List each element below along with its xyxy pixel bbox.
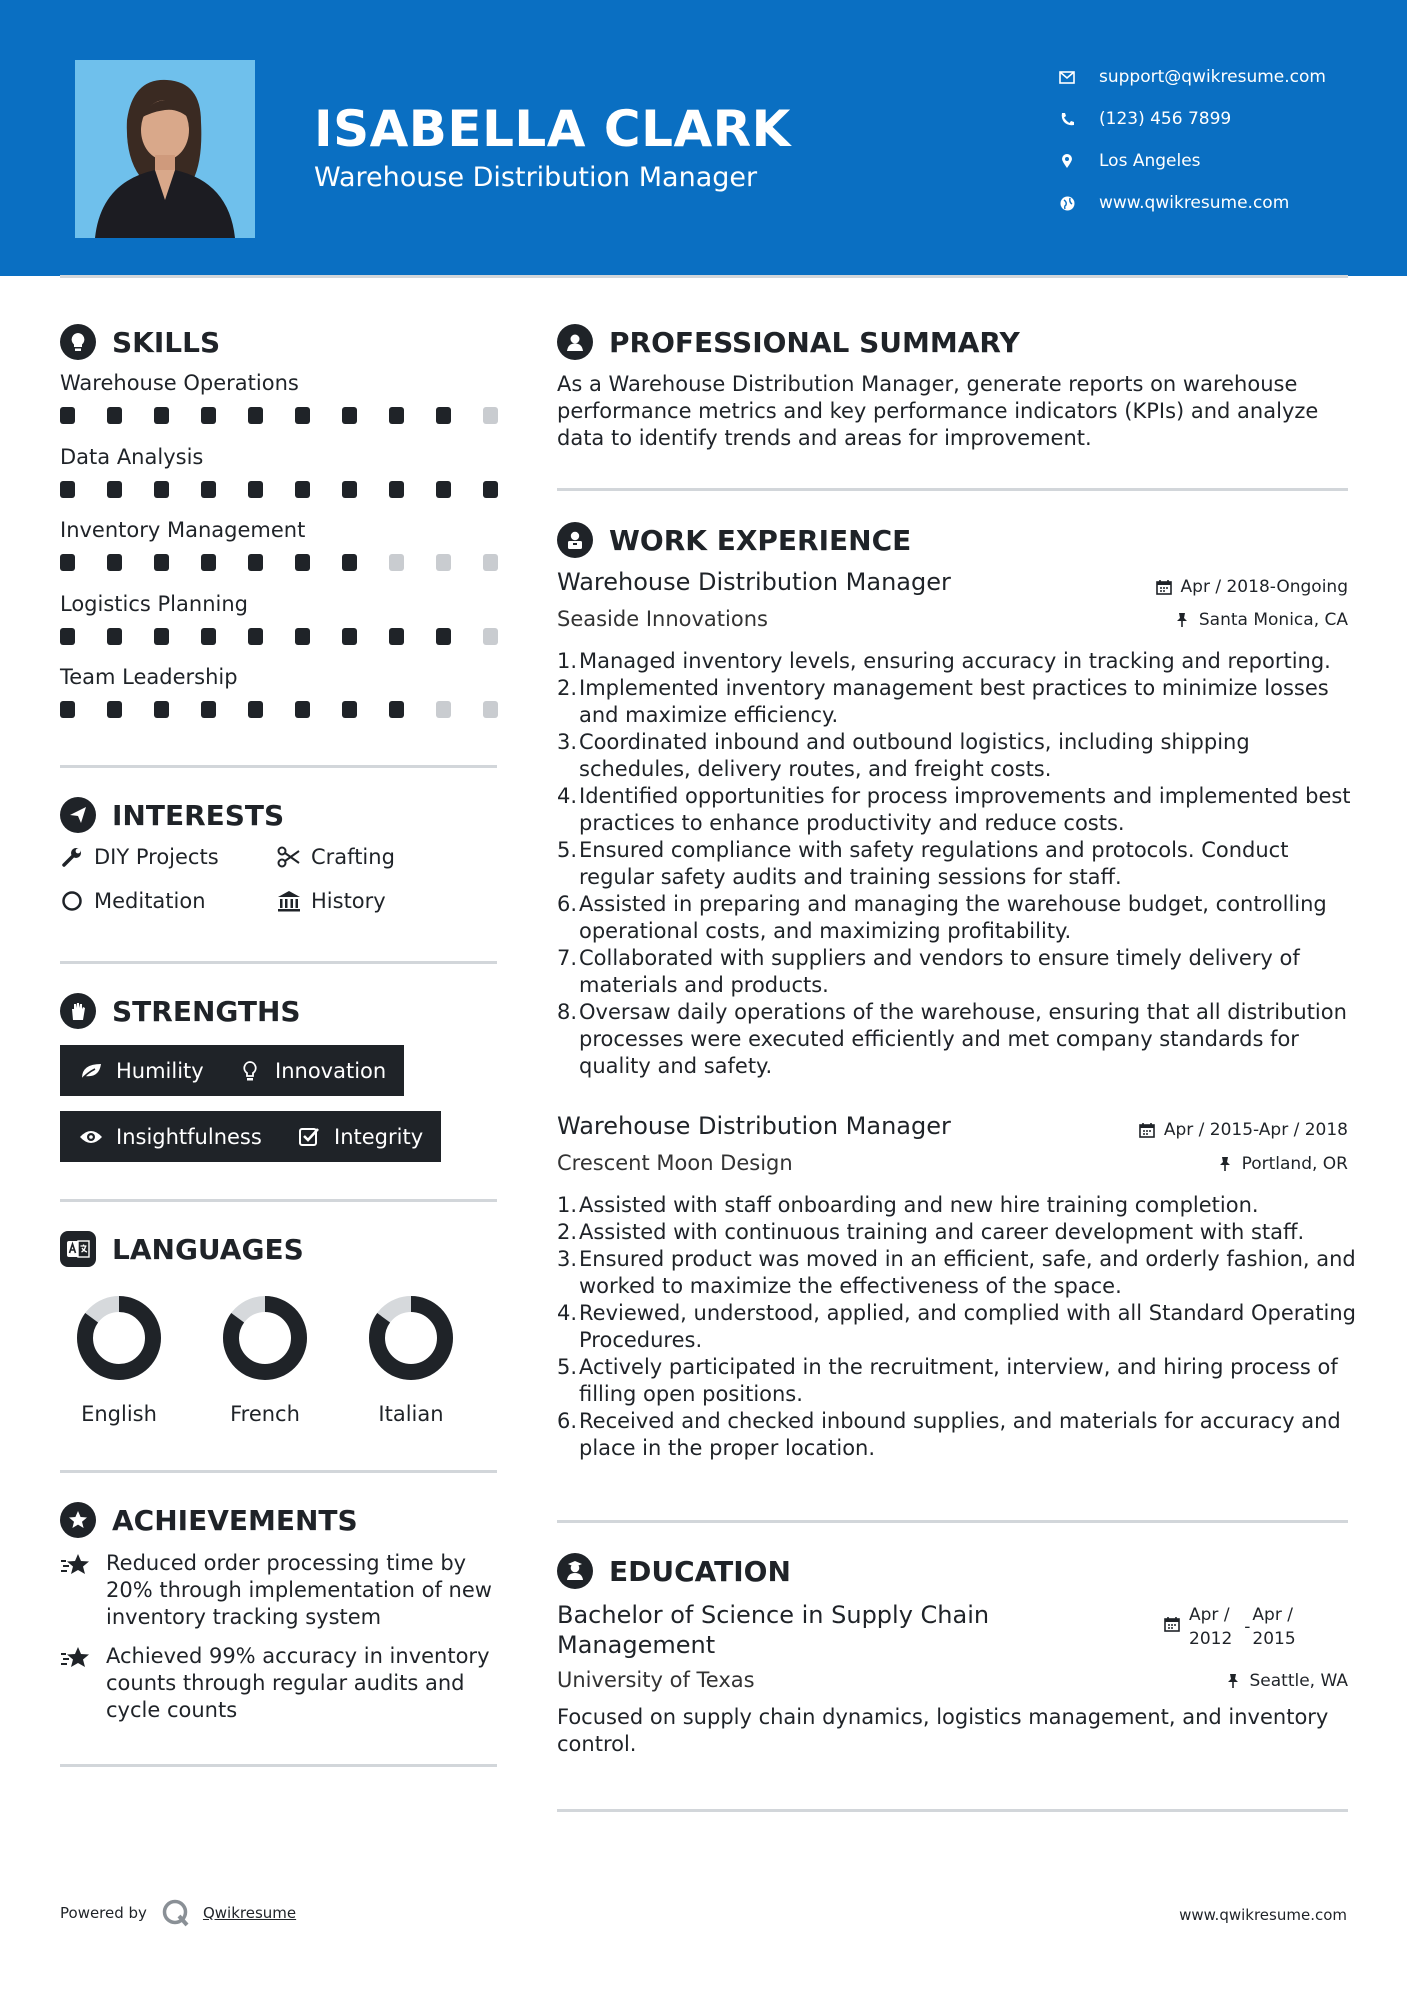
envelope-icon bbox=[1055, 65, 1079, 89]
lightbulb-icon bbox=[60, 324, 96, 360]
language-label: French bbox=[230, 1402, 300, 1426]
language-donut bbox=[351, 1292, 471, 1384]
hand-icon bbox=[60, 993, 96, 1029]
powered-by-text: Powered by bbox=[60, 1904, 147, 1922]
education-divider bbox=[557, 1809, 1348, 1812]
skill-dot bbox=[154, 554, 169, 571]
job-location-text: Santa Monica, CA bbox=[1198, 610, 1348, 630]
contact-list bbox=[1055, 56, 1326, 224]
education-start bbox=[1189, 1603, 1232, 1651]
skill-dot bbox=[248, 701, 263, 718]
skill-dot bbox=[248, 481, 263, 498]
contact-website-text: www.qwikresume.com bbox=[1099, 193, 1290, 213]
languages-heading bbox=[60, 1231, 304, 1267]
school-name: University of Texas bbox=[557, 1668, 755, 1692]
job-bullet bbox=[557, 729, 1357, 783]
header bbox=[0, 0, 1407, 276]
job-bullet bbox=[557, 1300, 1357, 1354]
bullet-text: Reviewed, understood, applied, and complied with all Standard Operating Procedures. bbox=[579, 1301, 1356, 1352]
interest-item bbox=[277, 889, 386, 913]
job-bullet bbox=[557, 1408, 1357, 1462]
education-end-month: Apr / bbox=[1252, 1605, 1293, 1625]
bullet-number: 2. bbox=[557, 1220, 578, 1244]
job-company: Seaside Innovations bbox=[557, 607, 768, 631]
strength-chip bbox=[60, 1045, 222, 1096]
calendar-icon bbox=[1163, 1615, 1181, 1633]
experience-heading bbox=[557, 522, 911, 558]
profile-photo bbox=[75, 60, 255, 238]
skill-dot bbox=[389, 701, 404, 718]
languages-divider bbox=[60, 1470, 497, 1473]
job-bullet bbox=[557, 1192, 1357, 1219]
skill-dot bbox=[295, 407, 310, 424]
skill-rating bbox=[60, 407, 498, 424]
skill-dot bbox=[248, 554, 263, 571]
skill-dot bbox=[389, 481, 404, 498]
contact-phone-text: (123) 456 7899 bbox=[1099, 109, 1232, 129]
star-badge-icon bbox=[60, 1502, 96, 1538]
bullet-number: 5. bbox=[557, 838, 578, 862]
strengths-title: STRENGTHS bbox=[112, 994, 301, 1028]
interest-label: Crafting bbox=[311, 845, 395, 869]
education-heading bbox=[557, 1553, 791, 1589]
job-title: Warehouse Distribution Manager bbox=[557, 568, 951, 596]
contact-email-text: support@qwikresume.com bbox=[1099, 67, 1326, 87]
job-bullet bbox=[557, 783, 1357, 837]
skill-dot bbox=[248, 407, 263, 424]
skill-dot bbox=[248, 628, 263, 645]
skill-dot bbox=[107, 628, 122, 645]
language-label: Italian bbox=[378, 1402, 444, 1426]
contact-website[interactable] bbox=[1055, 182, 1326, 224]
language-donut bbox=[205, 1292, 325, 1384]
skill-label: Inventory Management bbox=[60, 518, 306, 542]
skill-dot bbox=[201, 628, 216, 645]
bullet-text: Assisted with staff onboarding and new hire training completion. bbox=[579, 1193, 1259, 1217]
skill-dot bbox=[154, 628, 169, 645]
star-icon bbox=[60, 1643, 94, 1724]
skill-item bbox=[60, 518, 496, 571]
degree-line-1: Bachelor of Science in Supply Chain bbox=[557, 1601, 990, 1629]
skills-title: SKILLS bbox=[112, 325, 221, 359]
achievement-item bbox=[60, 1643, 500, 1724]
education-title: EDUCATION bbox=[609, 1554, 791, 1588]
skill-label: Team Leadership bbox=[60, 665, 238, 689]
contact-location bbox=[1055, 140, 1326, 182]
achievements-title: ACHIEVEMENTS bbox=[112, 1503, 358, 1537]
skills-divider bbox=[60, 765, 497, 768]
phone-icon bbox=[1055, 107, 1079, 131]
job-bullet bbox=[557, 891, 1357, 945]
bullet-text: Oversaw daily operations of the warehouse, ensuring that all distribution processes were executed efficiently and met company standards for quality and safety. bbox=[579, 1000, 1347, 1078]
skill-label: Logistics Planning bbox=[60, 592, 248, 616]
skill-dot bbox=[201, 481, 216, 498]
bullet-number: 8. bbox=[557, 1000, 578, 1024]
job-location bbox=[1173, 610, 1348, 630]
skill-dot bbox=[60, 481, 75, 498]
bullet-text: Managed inventory levels, ensuring accuracy in tracking and reporting. bbox=[579, 649, 1331, 673]
summary-divider bbox=[557, 488, 1348, 491]
language-item bbox=[351, 1292, 471, 1426]
summary-title: PROFESSIONAL SUMMARY bbox=[609, 325, 1020, 359]
map-pin-icon bbox=[1055, 149, 1079, 173]
skill-dot bbox=[342, 628, 357, 645]
globe-icon bbox=[1055, 191, 1079, 215]
skill-dot bbox=[436, 407, 451, 424]
job-bullet bbox=[557, 999, 1357, 1080]
language-item bbox=[59, 1292, 179, 1426]
check-square-icon bbox=[296, 1124, 322, 1150]
bullet-text: Collaborated with suppliers and vendors to ensure timely delivery of materials and products. bbox=[579, 946, 1300, 997]
skill-dot bbox=[483, 628, 498, 645]
education-start-year: 2012 bbox=[1189, 1629, 1233, 1649]
skill-dot bbox=[107, 554, 122, 571]
job-bullet bbox=[557, 1219, 1357, 1246]
job-bullet bbox=[557, 1246, 1357, 1300]
skill-dot bbox=[60, 407, 75, 424]
experience-divider bbox=[557, 1520, 1348, 1523]
bullet-number: 1. bbox=[557, 649, 578, 673]
star-icon bbox=[60, 1550, 94, 1631]
skill-dot bbox=[483, 554, 498, 571]
bullet-text: Actively participated in the recruitment, interview, and hiring process of filling open positions. bbox=[579, 1355, 1338, 1406]
education-end-year: 2015 bbox=[1252, 1629, 1296, 1649]
footer-powered bbox=[60, 1898, 296, 1928]
strength-chip bbox=[219, 1045, 404, 1096]
achievement-text: Achieved 99% accuracy in inventory counts through regular audits and cycle counts bbox=[106, 1644, 490, 1722]
degree-line-2: Management bbox=[557, 1631, 716, 1659]
job-date-text: Apr / 2018-Ongoing bbox=[1180, 577, 1348, 597]
skill-dot bbox=[295, 481, 310, 498]
interests-heading bbox=[60, 797, 284, 833]
skill-label: Warehouse Operations bbox=[60, 371, 299, 395]
graduate-icon bbox=[557, 1553, 593, 1589]
achievement-text: Reduced order processing time by 20% through implementation of new inventory tracking system bbox=[106, 1551, 492, 1629]
skill-dot bbox=[295, 701, 310, 718]
paper-plane-icon bbox=[60, 797, 96, 833]
footer-website[interactable]: www.qwikresume.com bbox=[1179, 1906, 1347, 1924]
lightbulb-icon bbox=[237, 1058, 263, 1084]
languages-title: LANGUAGES bbox=[112, 1232, 304, 1266]
skill-dot bbox=[342, 701, 357, 718]
job-bullet bbox=[557, 945, 1357, 999]
leaf-icon bbox=[78, 1058, 104, 1084]
degree-title bbox=[557, 1600, 997, 1660]
interest-item bbox=[60, 889, 206, 913]
education-location-text: Seattle, WA bbox=[1249, 1671, 1348, 1691]
skill-rating bbox=[60, 481, 498, 498]
interest-label: Meditation bbox=[94, 889, 206, 913]
candidate-name: ISABELLA CLARK bbox=[314, 100, 791, 158]
bullet-number: 5. bbox=[557, 1355, 578, 1379]
job-bullet bbox=[557, 648, 1357, 675]
strength-chip bbox=[60, 1111, 280, 1162]
job-date bbox=[1138, 1120, 1348, 1140]
pushpin-icon bbox=[1216, 1155, 1234, 1173]
strength-label: Innovation bbox=[275, 1058, 387, 1083]
skill-dot bbox=[436, 628, 451, 645]
skill-rating bbox=[60, 554, 498, 571]
brand-link[interactable]: Qwikresume bbox=[202, 1904, 297, 1922]
skill-dot bbox=[107, 407, 122, 424]
bullet-number: 6. bbox=[557, 1409, 578, 1433]
bullet-text: Identified opportunities for process improvements and implemented best practices to enhance productivity and reduce costs. bbox=[579, 784, 1351, 835]
job-bullets bbox=[557, 648, 1357, 1080]
bullet-text: Ensured product was moved in an efficient, safe, and orderly fashion, and worked to maximize the effectiveness of the space. bbox=[579, 1247, 1356, 1298]
skill-dot bbox=[342, 554, 357, 571]
job-bullets bbox=[557, 1192, 1357, 1462]
education-date-dash: - bbox=[1244, 1617, 1251, 1637]
job-title: Warehouse Distribution Manager bbox=[557, 1112, 951, 1140]
skills-heading bbox=[60, 324, 220, 360]
skill-dot bbox=[201, 554, 216, 571]
job-location-text: Portland, OR bbox=[1241, 1154, 1348, 1174]
job-date-text: Apr / 2015-Apr / 2018 bbox=[1163, 1120, 1348, 1140]
skill-dot bbox=[295, 554, 310, 571]
briefcase-user-icon bbox=[557, 522, 593, 558]
job-date bbox=[1155, 577, 1348, 597]
skill-dot bbox=[295, 628, 310, 645]
job-company: Crescent Moon Design bbox=[557, 1151, 793, 1175]
job-bullet bbox=[557, 675, 1357, 729]
strengths-heading bbox=[60, 993, 301, 1029]
contact-phone[interactable] bbox=[1055, 98, 1326, 140]
pushpin-icon bbox=[1173, 611, 1191, 629]
qwikresume-logo-icon bbox=[161, 1898, 191, 1928]
job-bullet bbox=[557, 837, 1357, 891]
header-divider bbox=[60, 275, 1348, 278]
skill-dot bbox=[436, 554, 451, 571]
calendar-icon bbox=[1155, 578, 1173, 596]
bullet-number: 6. bbox=[557, 892, 578, 916]
user-icon bbox=[557, 324, 593, 360]
wrench-icon bbox=[60, 845, 84, 869]
language-icon bbox=[60, 1231, 96, 1267]
education-start-month: Apr / bbox=[1189, 1605, 1230, 1625]
bullet-text: Received and checked inbound supplies, and materials for accuracy and place in the proper location. bbox=[579, 1409, 1341, 1460]
eye-icon bbox=[78, 1124, 104, 1150]
skill-dot bbox=[389, 554, 404, 571]
bullet-number: 1. bbox=[557, 1193, 578, 1217]
language-donut bbox=[59, 1292, 179, 1384]
bullet-text: Ensured compliance with safety regulations and protocols. Conduct regular safety audits and training sessions for staff. bbox=[579, 838, 1289, 889]
skill-label: Data Analysis bbox=[60, 445, 204, 469]
bullet-number: 4. bbox=[557, 1301, 578, 1325]
museum-icon bbox=[277, 889, 301, 913]
strength-chip bbox=[278, 1111, 441, 1162]
achievements-heading bbox=[60, 1502, 358, 1538]
summary-text: As a Warehouse Distribution Manager, generate reports on warehouse performance metrics and key performance indicators (KPIs) and analyze data to identify trends and areas for improvement. bbox=[557, 372, 1319, 450]
pushpin-icon bbox=[1224, 1672, 1242, 1690]
bullet-number: 7. bbox=[557, 946, 578, 970]
interest-item bbox=[277, 845, 395, 869]
skill-dot bbox=[107, 481, 122, 498]
interest-label: History bbox=[311, 889, 386, 913]
candidate-role: Warehouse Distribution Manager bbox=[314, 162, 758, 193]
skill-dot bbox=[389, 628, 404, 645]
skill-rating bbox=[60, 628, 498, 645]
skill-dot bbox=[342, 407, 357, 424]
summary-heading bbox=[557, 324, 1020, 360]
contact-email[interactable] bbox=[1055, 56, 1326, 98]
skill-dot bbox=[342, 481, 357, 498]
calendar-icon bbox=[1138, 1121, 1156, 1139]
skill-dot bbox=[60, 554, 75, 571]
strength-label: Integrity bbox=[334, 1124, 424, 1149]
skill-dot bbox=[154, 481, 169, 498]
education-text: Focused on supply chain dynamics, logistics management, and inventory control. bbox=[557, 1705, 1329, 1756]
strength-label: Humility bbox=[116, 1058, 204, 1083]
skill-item bbox=[60, 592, 496, 645]
bullet-text: Implemented inventory management best practices to minimize losses and maximize efficiency. bbox=[579, 676, 1329, 727]
skill-dot bbox=[436, 701, 451, 718]
skill-dot bbox=[60, 701, 75, 718]
contact-location-text: Los Angeles bbox=[1099, 151, 1201, 171]
job-bullet bbox=[557, 1354, 1357, 1408]
skill-dot bbox=[483, 701, 498, 718]
strengths-divider bbox=[60, 1199, 497, 1202]
experience-title: WORK EXPERIENCE bbox=[609, 523, 912, 557]
bullet-text: Coordinated inbound and outbound logistics, including shipping schedules, delivery routes, and freight costs. bbox=[579, 730, 1250, 781]
bullet-text: Assisted in preparing and managing the warehouse budget, controlling operational costs, and maximizing profitability. bbox=[579, 892, 1327, 943]
circle-icon bbox=[60, 889, 84, 913]
interest-item bbox=[60, 845, 219, 869]
language-item bbox=[205, 1292, 325, 1426]
interests-divider bbox=[60, 961, 497, 964]
job-location bbox=[1216, 1154, 1348, 1174]
skill-dot bbox=[201, 701, 216, 718]
education-date bbox=[1163, 1603, 1296, 1651]
skill-item bbox=[60, 445, 496, 498]
skill-dot bbox=[154, 407, 169, 424]
interests-title: INTERESTS bbox=[112, 798, 285, 832]
skill-dot bbox=[483, 481, 498, 498]
skill-dot bbox=[436, 481, 451, 498]
education-location bbox=[1224, 1671, 1349, 1691]
bullet-number: 3. bbox=[557, 730, 578, 754]
skill-item bbox=[60, 665, 496, 718]
education-end bbox=[1252, 1603, 1295, 1651]
bullet-number: 4. bbox=[557, 784, 578, 808]
achievements-divider bbox=[60, 1764, 497, 1767]
skill-dot bbox=[154, 701, 169, 718]
skill-dot bbox=[107, 701, 122, 718]
skill-dot bbox=[389, 407, 404, 424]
skill-dot bbox=[483, 407, 498, 424]
strength-label: Insightfulness bbox=[116, 1124, 262, 1149]
skill-dot bbox=[201, 407, 216, 424]
scissors-icon bbox=[277, 845, 301, 869]
language-label: English bbox=[81, 1402, 157, 1426]
skill-dot bbox=[60, 628, 75, 645]
skill-item bbox=[60, 371, 496, 424]
bullet-number: 2. bbox=[557, 676, 578, 700]
bullet-number: 3. bbox=[557, 1247, 578, 1271]
skill-rating bbox=[60, 701, 498, 718]
achievement-item bbox=[60, 1550, 500, 1631]
bullet-text: Assisted with continuous training and career development with staff. bbox=[579, 1220, 1305, 1244]
interest-label: DIY Projects bbox=[94, 845, 219, 869]
